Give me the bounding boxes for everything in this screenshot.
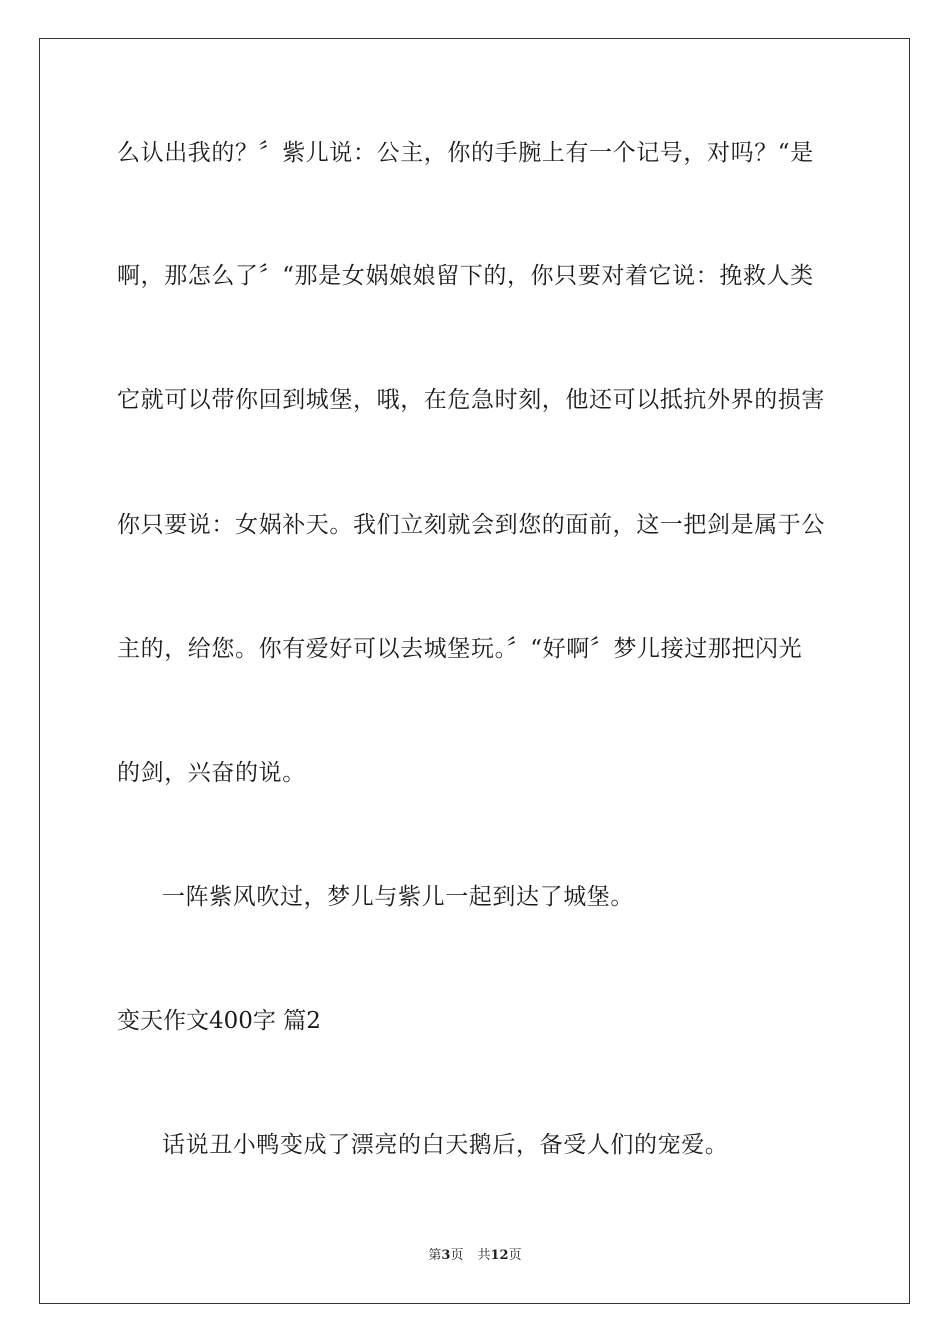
text-line-6: 的剑，兴奋的说。: [117, 760, 306, 786]
text-line-3: 它就可以带你回到城堡，哦，在危急时刻，他还可以抵抗外界的损害: [117, 387, 825, 413]
paragraph-line: 一阵紫风吹过，梦儿与紫儿一起到达了城堡。: [162, 884, 634, 910]
page-border: [39, 38, 910, 1304]
text-line-5: 主的，给您。你有爱好可以去城堡玩。〞“好啊〞梦儿接过那把闪光: [117, 636, 803, 662]
footer-page-prefix: 第: [428, 1248, 442, 1263]
footer-page-suffix: 页: [450, 1248, 464, 1263]
text-line-2: 啊，那怎么了〞“那是女娲娘娘留下的，你只要对着它说：挽救人类: [117, 263, 814, 289]
footer-page-number: 3: [441, 1248, 451, 1263]
footer-total-number: 12: [490, 1248, 509, 1263]
text-line-1: 么认出我的？〞紫儿说：公主，你的手腕上有一个记号，对吗？“是: [117, 140, 814, 166]
footer-total-prefix: 共: [477, 1248, 491, 1263]
text-line-4: 你只要说：女娲补天。我们立刻就会到您的面前，这一把剑是属于公: [117, 512, 825, 538]
page-footer: [0, 1247, 950, 1265]
final-paragraph: 话说丑小鸭变成了漂亮的白天鹅后，备受人们的宠爱。: [162, 1132, 729, 1158]
footer-total-suffix: 页: [508, 1248, 522, 1263]
section-heading: 变天作文400字 篇2: [117, 1008, 321, 1034]
